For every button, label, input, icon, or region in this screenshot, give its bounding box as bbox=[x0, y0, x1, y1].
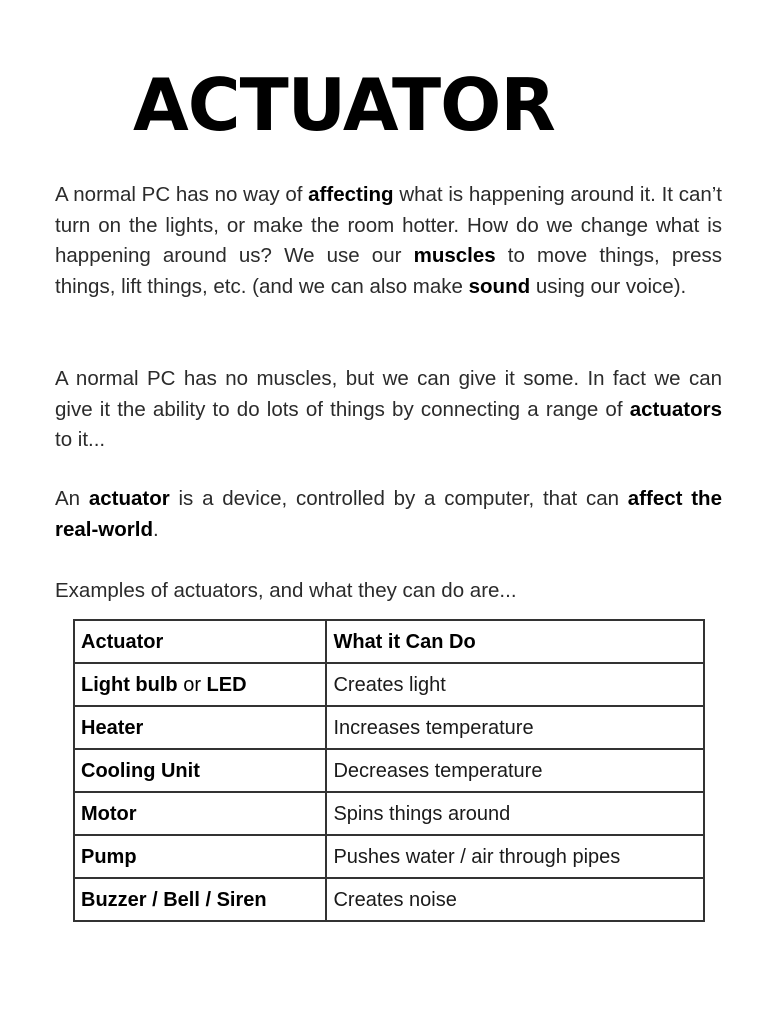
actuator-name: Light bulb bbox=[81, 673, 178, 696]
function-cell: Increases temperature bbox=[326, 706, 704, 749]
actuator-cell bbox=[74, 663, 326, 706]
table-row bbox=[74, 835, 704, 878]
examples-intro: Examples of actuators, and what they can do are... bbox=[55, 579, 517, 602]
actuator-cell: Heater bbox=[74, 706, 326, 749]
text-run: An bbox=[55, 487, 89, 510]
text-run: . bbox=[152, 517, 159, 541]
table-row bbox=[74, 792, 704, 835]
function-cell: Spins things around bbox=[326, 792, 704, 835]
text-run: A normal PC has no muscles, but we can give it some. In fact we can give it the ability to do lots of things by connecting a range of bbox=[55, 367, 722, 421]
actuator-cell: Buzzer / Bell / Siren bbox=[74, 878, 326, 921]
table-row bbox=[74, 878, 704, 921]
table-header-row bbox=[74, 620, 704, 663]
actuator-name: LED bbox=[206, 673, 247, 696]
text-run: to move things, press things, lift things, etc. (and we can also make bbox=[55, 244, 722, 298]
header-actuator: Actuator bbox=[74, 620, 326, 663]
actuator-cell: Motor bbox=[74, 792, 326, 835]
bold-term: actuators bbox=[629, 397, 722, 421]
text-run: using our voice). bbox=[530, 274, 687, 298]
definition-paragraph bbox=[55, 484, 722, 545]
actuator-cell: Pump bbox=[74, 835, 326, 878]
bold-term: actuator bbox=[88, 487, 170, 510]
muscles-paragraph bbox=[55, 364, 722, 456]
table-row bbox=[74, 663, 704, 706]
page-title: ACTUATOR bbox=[133, 63, 555, 147]
bold-term: affect the real-world bbox=[55, 487, 722, 541]
text-run: to it... bbox=[55, 428, 106, 451]
function-cell: Creates noise bbox=[326, 878, 704, 921]
header-what-it-can-do: What it Can Do bbox=[326, 620, 704, 663]
connector-text: or bbox=[177, 673, 207, 696]
actuator-cell: Cooling Unit bbox=[74, 749, 326, 792]
table-row bbox=[74, 706, 704, 749]
bold-term: affecting bbox=[308, 183, 394, 206]
bold-term: muscles bbox=[413, 244, 496, 267]
table-row bbox=[74, 749, 704, 792]
actuator-table bbox=[73, 619, 705, 922]
function-cell: Pushes water / air through pipes bbox=[326, 835, 704, 878]
intro-paragraph bbox=[55, 180, 722, 302]
text-run: A normal PC has no way of bbox=[55, 183, 309, 206]
bold-term: sound bbox=[468, 274, 531, 298]
function-cell: Creates light bbox=[326, 663, 704, 706]
text-run: is a device, controlled by a computer, that can bbox=[169, 487, 628, 510]
function-cell: Decreases temperature bbox=[326, 749, 704, 792]
text-run: what is happening around it. It can’t turn on the lights, or make the room hotter. How do we change what is happening around us? We use our bbox=[55, 183, 722, 267]
